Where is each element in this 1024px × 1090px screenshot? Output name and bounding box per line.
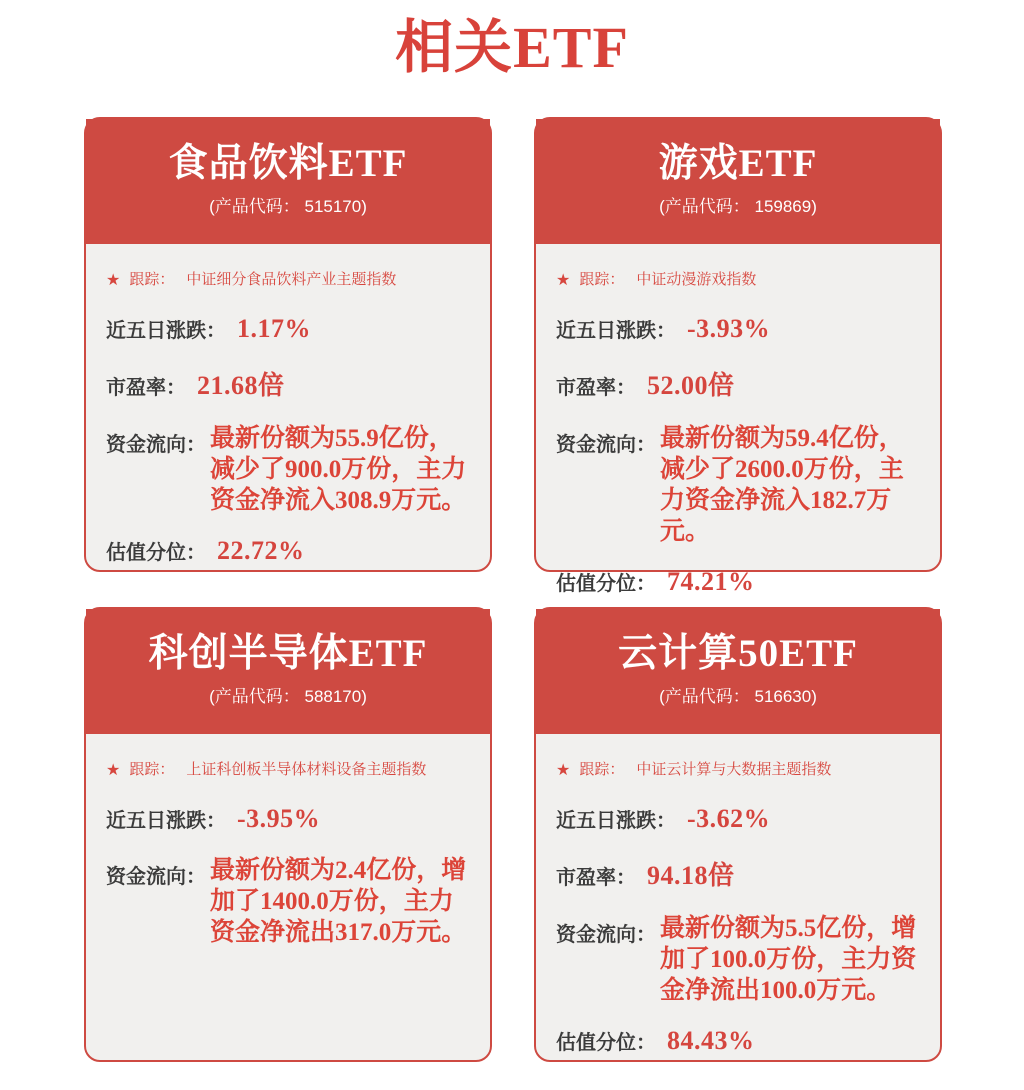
fund-flow-row <box>556 423 924 547</box>
fund-flow-value: 最新份额为2.4亿份，增加了1400.0万份，主力资金净流出317.0万元。 <box>210 857 467 946</box>
fund-flow-label: 资金流向： <box>556 434 656 456</box>
valuation-percentile-value: 84.43% <box>667 1026 755 1055</box>
five-day-change-label: 近五日涨跌： <box>556 810 676 832</box>
pe-ratio-row <box>556 365 924 402</box>
five-day-change-label: 近五日涨跌： <box>106 810 226 832</box>
tracking-label: 跟踪： <box>579 271 625 288</box>
five-day-change-value: 1.17% <box>237 314 311 343</box>
pe-ratio-label: 市盈率： <box>556 867 636 889</box>
five-day-change-value: -3.93% <box>687 314 771 343</box>
five-day-change-value: -3.95% <box>237 804 321 833</box>
tracking-label: 跟踪： <box>129 271 175 288</box>
valuation-percentile-row <box>556 567 924 597</box>
etf-card-grid <box>0 117 1024 1062</box>
pe-ratio-label: 市盈率： <box>106 377 186 399</box>
tracking-index: 中证动漫游戏指数 <box>636 271 757 288</box>
etf-card-cloud-computing <box>534 607 942 1062</box>
product-code: (产品代码： 588170) <box>209 687 367 706</box>
fund-flow-label: 资金流向： <box>106 866 206 888</box>
pe-ratio-value: 52.00倍 <box>647 371 735 400</box>
five-day-change-row <box>556 314 924 344</box>
page-title-zh: 相关 <box>395 15 514 80</box>
valuation-percentile-label: 估值分位： <box>556 573 656 595</box>
card-header <box>86 119 490 244</box>
card-body <box>536 244 940 597</box>
etf-name-zh: 食品饮料 <box>168 142 329 185</box>
card-header <box>536 119 940 244</box>
fund-flow-label: 资金流向： <box>556 924 656 946</box>
card-body <box>86 244 490 566</box>
five-day-change-row <box>556 804 924 834</box>
tracking-row <box>106 270 474 289</box>
valuation-percentile-label: 估值分位： <box>556 1032 656 1054</box>
etf-name-en: ETF <box>348 632 428 675</box>
star-icon: ★ <box>556 272 571 289</box>
valuation-percentile-row <box>106 536 474 566</box>
pe-ratio-row <box>106 365 474 402</box>
fund-flow-row <box>556 913 924 1006</box>
valuation-percentile-value: 22.72% <box>217 536 305 565</box>
tracking-row <box>556 760 924 779</box>
five-day-change-label: 近五日涨跌： <box>106 320 226 342</box>
fund-flow-row <box>106 855 474 948</box>
star-icon: ★ <box>106 272 121 289</box>
tracking-index: 上证科创板半导体材料设备主题指数 <box>186 761 427 778</box>
etf-card-semiconductor <box>84 607 492 1062</box>
etf-name <box>536 630 940 678</box>
valuation-percentile-row <box>556 1026 924 1056</box>
pe-ratio-row <box>556 855 924 892</box>
card-header <box>86 609 490 734</box>
etf-name <box>86 140 490 188</box>
fund-flow-value: 最新份额为5.5亿份，增加了100.0万份，主力资金净流出100.0万元。 <box>660 915 917 1004</box>
fund-flow-value: 最新份额为59.4亿份，减少了2600.0万份，主力资金净流入182.7万元。 <box>660 425 904 545</box>
tracking-label: 跟踪： <box>579 761 625 778</box>
valuation-percentile-label: 估值分位： <box>106 542 206 564</box>
etf-card-gaming <box>534 117 942 596</box>
pe-ratio-label: 市盈率： <box>556 377 636 399</box>
product-code: (产品代码： 515170) <box>209 197 367 216</box>
fund-flow-label: 资金流向： <box>106 434 206 456</box>
etf-name-zh: 游戏 <box>658 142 739 185</box>
five-day-change-row <box>106 314 474 344</box>
fund-flow-value: 最新份额为55.9亿份，减少了900.0万份，主力资金净流入308.9万元。 <box>210 425 467 514</box>
star-icon: ★ <box>106 762 121 779</box>
etf-name-zh: 科创半导体 <box>148 632 349 675</box>
card-header <box>536 609 940 734</box>
pe-ratio-value: 21.68倍 <box>197 371 285 400</box>
fund-flow-row <box>106 423 474 516</box>
five-day-change-label: 近五日涨跌： <box>556 320 676 342</box>
card-body <box>536 734 940 1056</box>
star-icon: ★ <box>556 762 571 779</box>
card-body <box>86 734 490 948</box>
etf-name-en: 50ETF <box>738 632 858 675</box>
etf-card-food-beverage <box>84 117 492 572</box>
pe-ratio-value: 94.18倍 <box>647 861 735 890</box>
etf-name-zh: 云计算 <box>618 632 739 675</box>
etf-name <box>536 140 940 188</box>
five-day-change-row <box>106 804 474 834</box>
tracking-label: 跟踪： <box>129 761 175 778</box>
page-title-en: ETF <box>513 15 629 80</box>
etf-name-en: ETF <box>738 142 818 185</box>
tracking-row <box>106 760 474 779</box>
etf-name-en: ETF <box>328 142 408 185</box>
tracking-row <box>556 270 924 289</box>
etf-name <box>86 630 490 678</box>
valuation-percentile-value: 74.21% <box>667 567 755 596</box>
five-day-change-value: -3.62% <box>687 804 771 833</box>
tracking-index: 中证细分食品饮料产业主题指数 <box>186 271 397 288</box>
product-code: (产品代码： 159869) <box>659 197 817 216</box>
tracking-index: 中证云计算与大数据主题指数 <box>636 761 832 778</box>
page-title <box>0 10 1024 86</box>
product-code: (产品代码： 516630) <box>659 687 817 706</box>
